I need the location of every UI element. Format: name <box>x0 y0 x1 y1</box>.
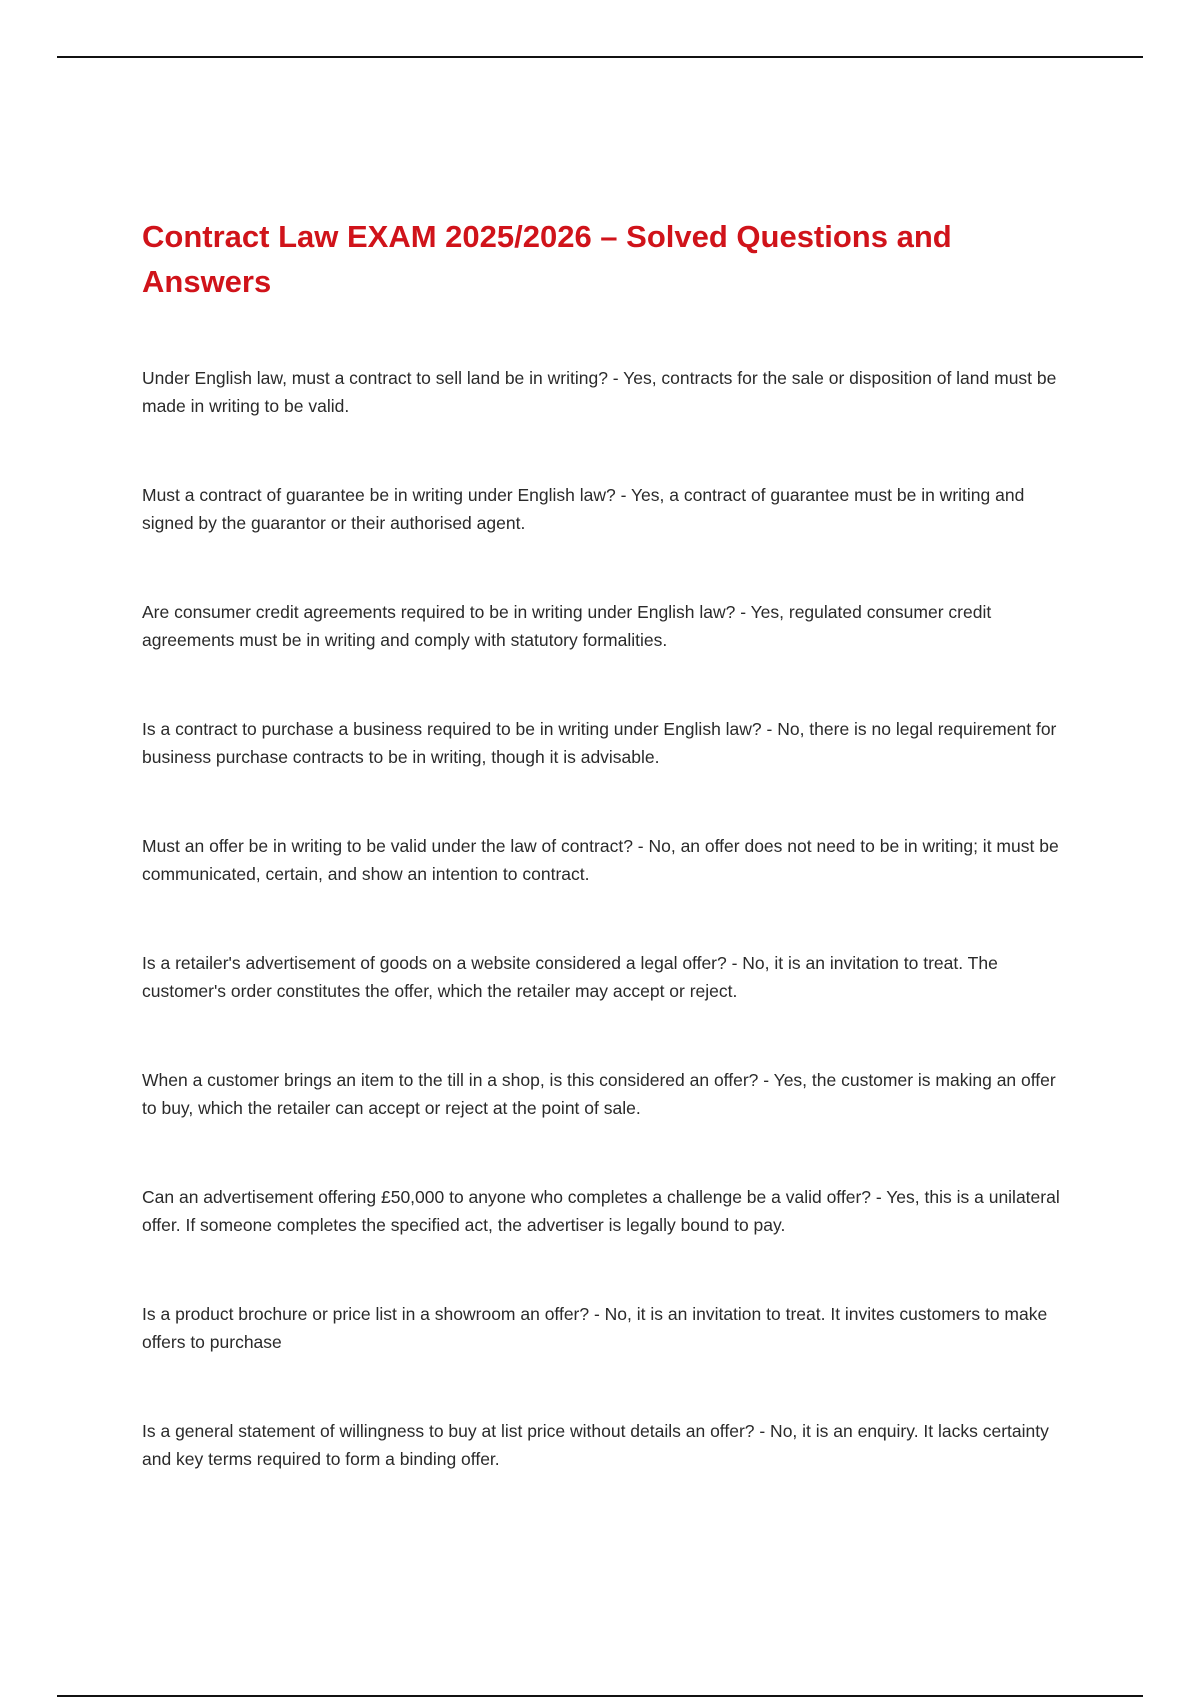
qa-item-2: Must a contract of guarantee be in writing under English law? - Yes, a contract of guarantee must be in writing and signed by the guarantor or their authorised agent. <box>142 485 1025 533</box>
qa-item-9: Is a product brochure or price list in a showroom an offer? - No, it is an invitation to treat. It invites customers to make offers to purchase <box>142 1304 1048 1352</box>
qa-item-8: Can an advertisement offering £50,000 to anyone who completes a challenge be a valid offer? - Yes, this is a unilateral offer. If someone completes the specified act, the advertiser is legally bound to pay. <box>142 1187 1060 1235</box>
top-rule <box>57 56 1143 58</box>
qa-item-10: Is a general statement of willingness to buy at list price without details an offer? - No, it is an enquiry. It lacks certainty and key terms required to form a binding offer. <box>142 1421 1049 1469</box>
qa-item-6: Is a retailer's advertisement of goods on a website considered a legal offer? - No, it is an invitation to treat. The customer's order constitutes the offer, which the retailer may accept or reject. <box>142 953 998 1001</box>
qa-item-3: Are consumer credit agreements required to be in writing under English law? - Yes, regulated consumer credit agreements must be in writing and comply with statutory formalities. <box>142 602 992 650</box>
qa-item-1: Under English law, must a contract to sell land be in writing? - Yes, contracts for the sale or disposition of land must be made in writing to be valid. <box>142 368 1057 416</box>
document-title: Contract Law EXAM 2025/2026 – Solved Questions and Answers <box>142 219 952 299</box>
qa-list <box>142 364 1062 1534</box>
qa-item-7: When a customer brings an item to the till in a shop, is this considered an offer? - Yes, the customer is making an offer to buy, which the retailer can accept or reject at the point of sale. <box>142 1070 1056 1118</box>
bottom-rule <box>57 1695 1143 1697</box>
qa-item-4: Is a contract to purchase a business required to be in writing under English law? - No, there is no legal requirement for business purchase contracts to be in writing, though it is advisable. <box>142 719 1057 767</box>
qa-item-5: Must an offer be in writing to be valid under the law of contract? - No, an offer does not need to be in writing; it must be communicated, certain, and show an intention to contract. <box>142 836 1059 884</box>
